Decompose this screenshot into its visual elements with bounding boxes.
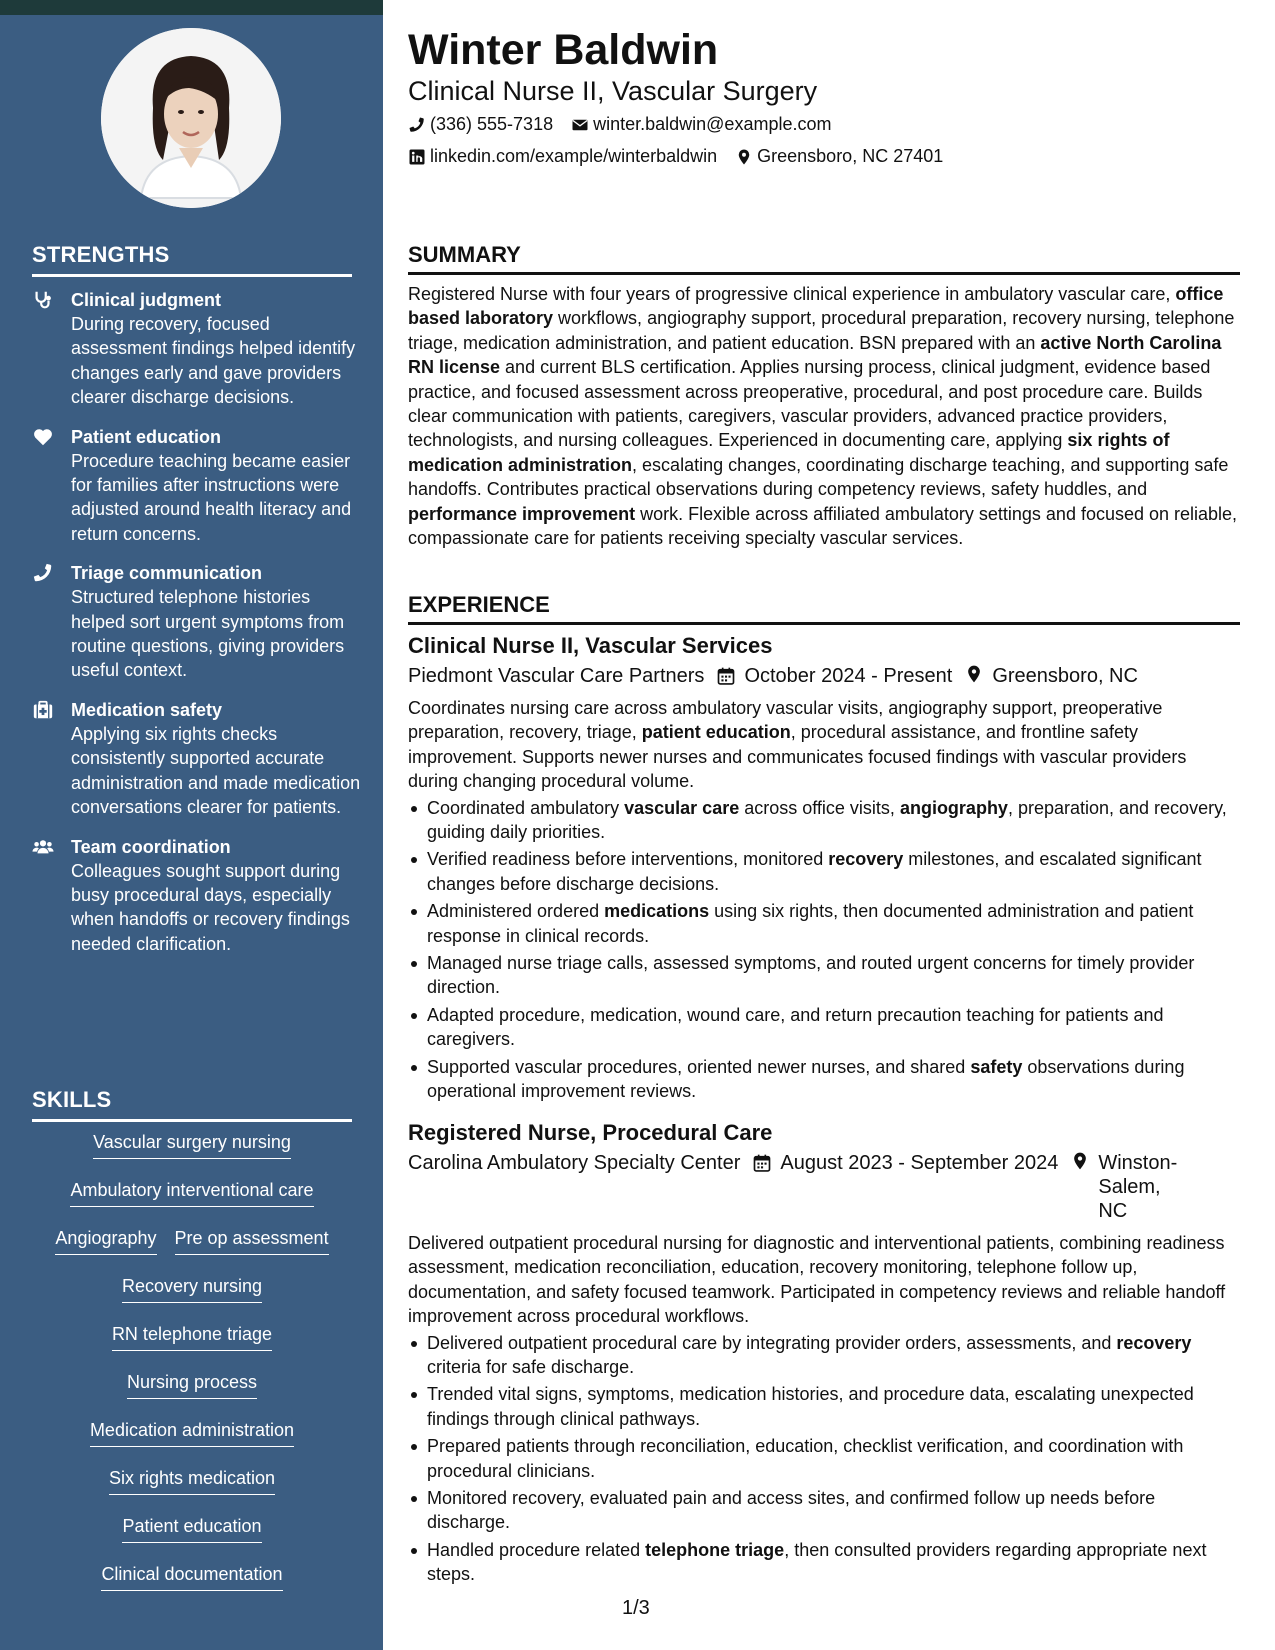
strength-item (32, 561, 362, 683)
linkedin-icon (408, 148, 426, 166)
text-run: milestones, and escalated significant changes before discharge decisions. (427, 849, 1202, 894)
skill-tag: Patient education (122, 1514, 261, 1543)
job-bullet (408, 1434, 1240, 1483)
strength-title: Medication safety (71, 699, 223, 720)
text-run: , escalating changes, coordinating discharge teaching, and supporting safe handoffs. Contributes practical observations during competency reviews, safety huddles, and (408, 454, 1229, 500)
calendar-icon (716, 666, 736, 686)
text-run: , preparation, and recovery, guiding daily priorities. (427, 797, 1227, 843)
location-text: Greensboro, NC 27401 (757, 146, 944, 166)
job-bullet (408, 1538, 1240, 1587)
strength-desc: Applying six rights checks consistently supported accurate administration and made medication conversations clearer for patients. (71, 723, 361, 818)
strengths-list (32, 288, 362, 971)
job-location (964, 664, 1138, 688)
text-run: Delivered outpatient procedural nursing for diagnostic and interventional patients, combining readiness assessment, medication reconciliation, education, recovery monitoring, telephone follow up, documentation, and safety focused teamwork. Participated in competency reviews and reliable handoff improvement across procedural workflows. (408, 1233, 1226, 1327)
map-pin-icon (735, 148, 753, 166)
sidebar-top-band (0, 0, 383, 15)
emphasis-text: medications (604, 901, 710, 922)
linkedin-contact[interactable] (408, 146, 717, 167)
emphasis-text: vascular care (624, 797, 740, 818)
stethoscope-icon (32, 289, 54, 311)
text-run: Administered ordered (427, 901, 605, 922)
text-run: across office visits, (739, 797, 900, 818)
strength-item (32, 835, 362, 957)
phone-icon (32, 562, 54, 584)
job-bullet (408, 1003, 1240, 1052)
emphasis-text: six rights of medication administration (408, 430, 1170, 475)
calendar-icon (752, 1153, 772, 1173)
emphasis-text: telephone triage (645, 1539, 785, 1560)
strength-title: Patient education (71, 426, 222, 447)
location-contact (735, 146, 943, 167)
job-description (408, 1231, 1240, 1329)
job-company: Piedmont Vascular Care Partners (408, 665, 705, 687)
emphasis-text: patient education (641, 722, 791, 743)
text-run: and current BLS certification. Applies nursing process, clinical judgment, evidence based practice, and focused assessment across preoperative, procedural, and post procedure care. Builds clear communication with patients, caregivers, vascular providers, advanced practice providers, technologists, and nursing colleagues. Experienced in documenting care, applying (408, 357, 1211, 451)
medkit-icon (32, 699, 54, 721)
sidebar (0, 0, 383, 1650)
emphasis-text: safety (970, 1056, 1023, 1077)
job-dates-text: October 2024 - Present (744, 665, 953, 687)
strength-desc: Procedure teaching became easier for families after instructions were adjusted around health literacy and return concerns. (71, 450, 352, 544)
skills-list (32, 1130, 352, 1610)
job-bullets (408, 1331, 1240, 1587)
text-run: Handled procedure related (427, 1539, 646, 1560)
text-run: using six rights, then documented administration and patient response in clinical records. (427, 901, 1194, 946)
map-pin-icon (964, 664, 984, 684)
job-meta (408, 664, 1240, 688)
skill-tag: Pre op assessment (175, 1226, 329, 1255)
skills-title: SKILLS (32, 1087, 352, 1122)
text-run: Verified readiness before interventions, monitored (427, 849, 829, 870)
text-run: , then consulted providers regarding appropriate next steps. (427, 1539, 1207, 1585)
skill-tag: Angiography (55, 1226, 156, 1255)
candidate-name: Winter Baldwin (408, 26, 719, 74)
job-location-text: Greensboro, NC (992, 665, 1138, 687)
emphasis-text: recovery (1116, 1332, 1192, 1353)
skill-tag: Clinical documentation (101, 1562, 282, 1591)
text-run: Coordinated ambulatory (427, 797, 625, 818)
strength-desc: Structured telephone histories helped sort urgent symptoms from routine questions, giving providers useful context. (71, 587, 345, 681)
email-text: winter.baldwin@example.com (593, 114, 832, 134)
text-run: Delivered outpatient procedural care by integrating provider orders, assessments, and (427, 1332, 1117, 1353)
strengths-title: STRENGTHS (32, 242, 352, 277)
text-run: , procedural assistance, and frontline safety improvement. Supports newer nurses and communicates focused findings with vascular providers during changing procedural volume. (408, 722, 1187, 792)
text-run: Registered Nurse with four years of progressive clinical experience in ambulatory vascular care, (408, 284, 1176, 304)
strength-title: Triage communication (71, 563, 263, 584)
profile-photo (101, 28, 281, 208)
summary-text (408, 282, 1240, 550)
strength-item (32, 698, 362, 820)
job-company: Carolina Ambulatory Specialty Center (408, 1152, 741, 1174)
job-bullet (408, 1055, 1240, 1104)
job-location-text: Winston-Salem, NC (1098, 1152, 1178, 1222)
job-bullet (408, 899, 1240, 948)
job-bullet (408, 1382, 1240, 1431)
emphasis-text: recovery (828, 849, 904, 870)
emphasis-text: office based laboratory (408, 284, 1224, 329)
job-bullet (408, 847, 1240, 896)
phone-icon (408, 116, 426, 134)
text-run: observations during operational improvement reviews. (427, 1056, 1185, 1102)
job-entry (408, 632, 1240, 1107)
job-location (1070, 1151, 1178, 1223)
contact-row-2 (408, 146, 961, 167)
job-dates (716, 664, 952, 688)
skill-tag: Nursing process (127, 1370, 257, 1399)
experience-title: EXPERIENCE (408, 592, 1240, 625)
users-icon (32, 836, 54, 858)
skill-tag: RN telephone triage (112, 1322, 272, 1351)
job-description (408, 696, 1240, 794)
text-run: work. Flexible across affiliated ambulatory settings and focused on reliable, compassionate care for patients receiving specialty vascular services. (408, 503, 1238, 549)
job-bullets (408, 796, 1240, 1104)
text-run: Prepared patients through reconciliation, education, checklist verification, and coordination with procedural clinicians. (427, 1436, 1184, 1481)
strength-item (32, 425, 362, 547)
strength-title: Clinical judgment (71, 290, 222, 310)
contact-row-1 (408, 114, 849, 135)
job-bullet (408, 1486, 1240, 1535)
text-run: Trended vital signs, symptoms, medication histories, and procedure data, escalating unexpected findings through clinical pathways. (427, 1384, 1194, 1429)
text-run: Coordinates nursing care across ambulatory vascular visits, angiography support, preoperative preparation, recovery, triage, (408, 698, 1163, 743)
page-number: 1/3 (622, 1597, 650, 1619)
candidate-headline: Clinical Nurse II, Vascular Surgery (408, 76, 818, 106)
emphasis-text: performance improvement (408, 503, 636, 524)
strength-desc: During recovery, focused assessment findings helped identify changes early and gave providers clearer discharge decisions. (71, 314, 356, 408)
envelope-icon (571, 116, 589, 134)
heart-icon (32, 426, 54, 448)
text-run: Adapted procedure, medication, wound care, and return precaution teaching for patients and caregivers. (427, 1004, 1164, 1050)
skill-tag: Medication administration (90, 1418, 294, 1447)
job-title: Registered Nurse, Procedural Care (408, 1120, 773, 1145)
job-dates (752, 1151, 1058, 1175)
phone-contact[interactable] (408, 114, 553, 135)
linkedin-text: linkedin.com/example/winterbaldwin (430, 146, 718, 166)
strength-desc: Colleagues sought support during busy procedural days, especially when handoffs or recovery findings needed clarification. (71, 860, 350, 954)
job-bullet (408, 1331, 1240, 1380)
job-bullet (408, 796, 1240, 845)
job-meta (408, 1151, 1240, 1223)
job-entry (408, 1119, 1240, 1590)
skill-tag: Recovery nursing (122, 1274, 262, 1303)
map-pin-icon (1070, 1151, 1090, 1171)
phone-text: (336) 555-7318 (430, 114, 554, 134)
emphasis-text: angiography (899, 797, 1008, 818)
strength-title: Team coordination (71, 836, 231, 857)
text-run: Monitored recovery, evaluated pain and access sites, and confirmed follow up needs before discharge. (427, 1488, 1156, 1533)
job-dates-text: August 2023 - September 2024 (780, 1152, 1059, 1174)
job-bullet (408, 951, 1240, 1000)
skill-tag: Ambulatory interventional care (70, 1178, 313, 1207)
job-title: Clinical Nurse II, Vascular Services (408, 633, 773, 658)
avatar (101, 28, 281, 208)
text-run: workflows, angiography support, procedural preparation, recovery nursing, telephone triage, medication administration, and patient education. BSN prepared with an (408, 308, 1235, 353)
emphasis-text: active North Carolina RN license (408, 332, 1222, 378)
summary-title: SUMMARY (408, 242, 1240, 275)
text-run: Supported vascular procedures, oriented newer nurses, and shared (427, 1056, 971, 1077)
skill-tag: Six rights medication (109, 1466, 275, 1495)
skill-tag: Vascular surgery nursing (93, 1130, 291, 1159)
text-run: Managed nurse triage calls, assessed symptoms, and routed urgent concerns for timely provider direction. (427, 953, 1195, 998)
strength-item (32, 288, 362, 410)
text-run: criteria for safe discharge. (427, 1357, 635, 1378)
email-contact[interactable] (571, 114, 831, 135)
